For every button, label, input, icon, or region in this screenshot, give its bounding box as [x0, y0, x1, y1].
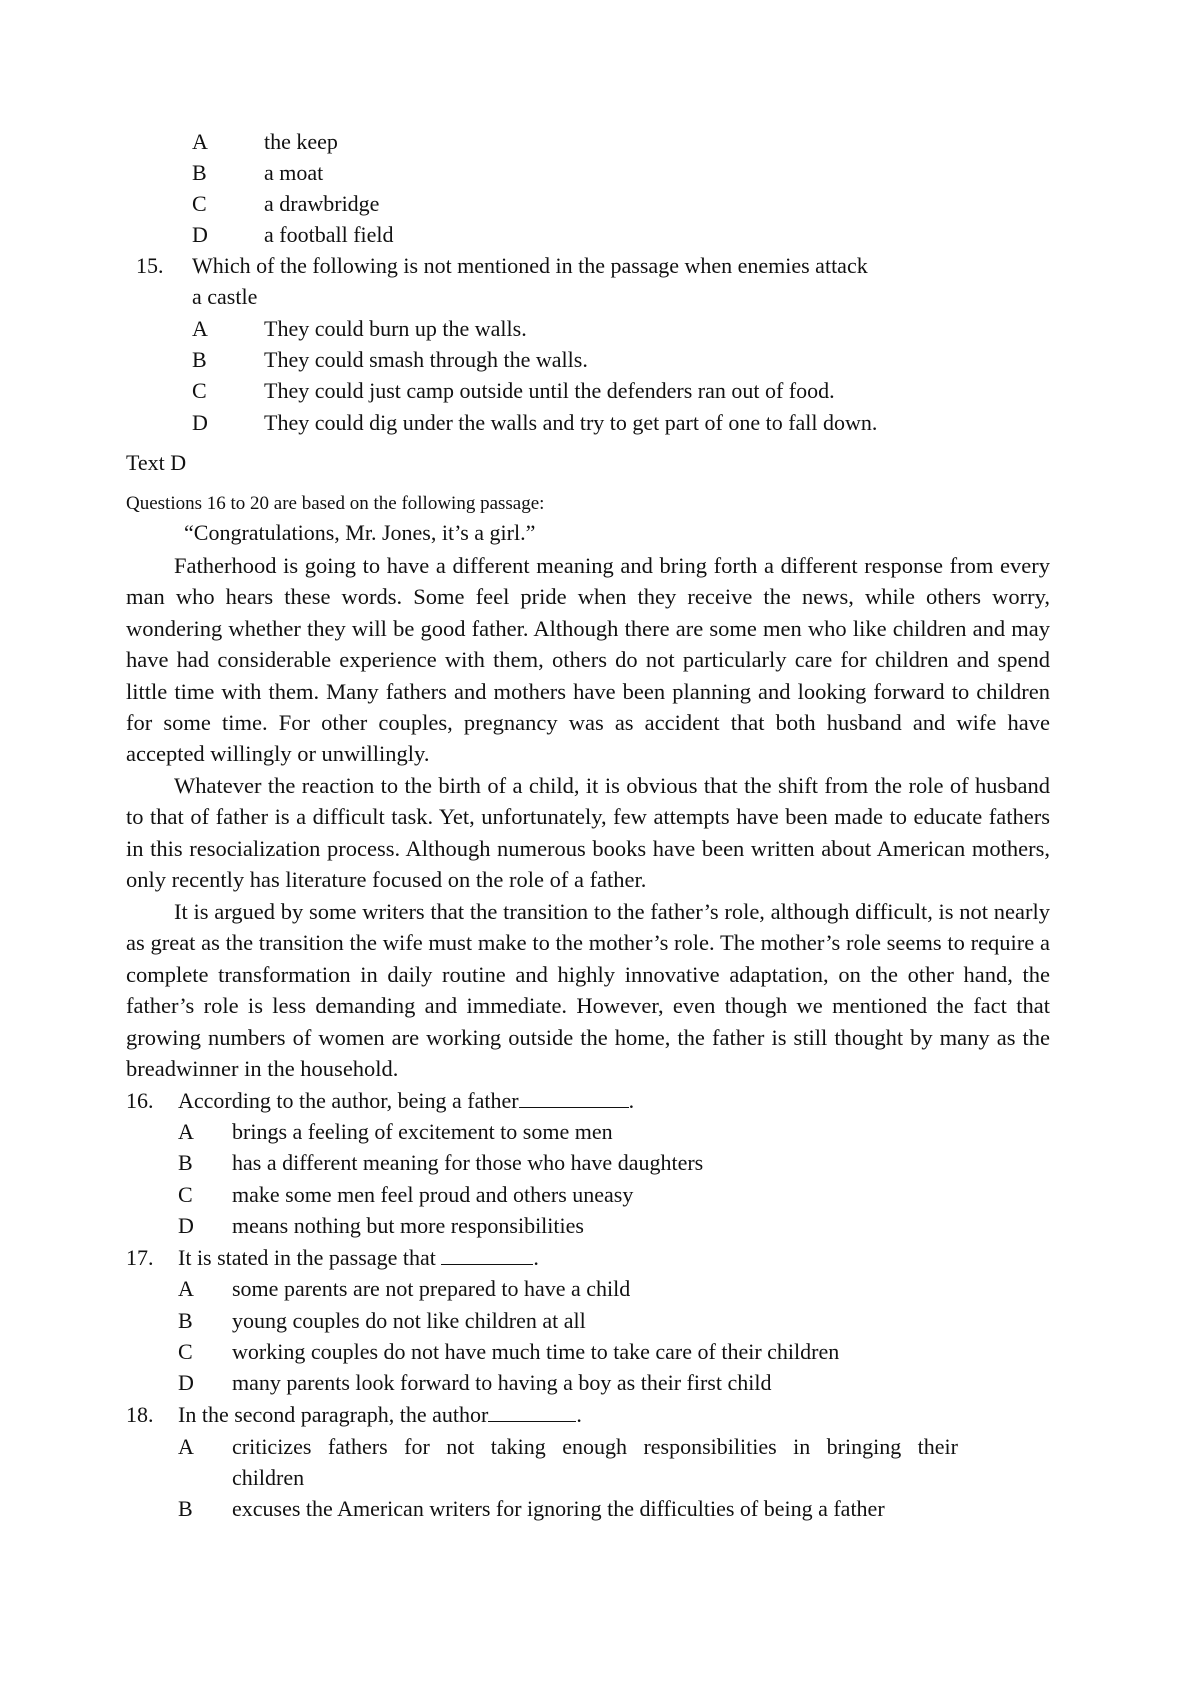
option-letter: A	[192, 316, 208, 341]
passage-quote: “Congratulations, Mr. Jones, it’s a girl.”	[184, 520, 536, 545]
question-stem-text: In the second paragraph, the author	[178, 1402, 489, 1427]
option-letter: B	[178, 1150, 193, 1175]
option-text: some parents are not prepared to have a child	[232, 1276, 631, 1301]
answer-blank	[519, 1089, 629, 1108]
option-letter: A	[178, 1119, 194, 1144]
question-number: 17.	[126, 1245, 154, 1270]
option-letter: B	[192, 347, 207, 372]
option-text: working couples do not have much time to take care of their children	[232, 1339, 840, 1364]
question-stem	[178, 1243, 539, 1273]
question-number: 15.	[136, 253, 164, 278]
answer-blank	[441, 1246, 533, 1265]
option-text: They could smash through the walls.	[264, 347, 588, 372]
question-stem	[178, 1400, 582, 1430]
option-text: make some men feel proud and others uneasy	[232, 1182, 634, 1207]
option-text: They could dig under the walls and try to get part of one to fall down.	[264, 410, 878, 435]
option-text: a football field	[264, 222, 394, 247]
option-text: They could burn up the walls.	[264, 316, 527, 341]
option-letter: C	[178, 1339, 193, 1364]
option-letter: A	[178, 1434, 194, 1459]
passage-paragraph: It is argued by some writers that the transition to the father’s role, although difficult, is not nearly as great as the transition the wife must make to the mother’s role. The mother’s role seems to require a complete transformation in daily routine and highly innovative adaptation, on the other hand, the father’s role is less demanding and immediate. However, even though we mentioned the fact that growing numbers of women are working outside the home, the father is still thought by many as the breadwinner in the household.	[126, 899, 1050, 1082]
option-text: means nothing but more responsibilities	[232, 1213, 584, 1238]
option-text: a moat	[264, 160, 324, 185]
option-letter: D	[192, 222, 208, 247]
option-text: many parents look forward to having a boy as their first child	[232, 1370, 772, 1395]
option-text: has a different meaning for those who have daughters	[232, 1150, 704, 1175]
option-letter: C	[192, 378, 207, 403]
question-stem: Which of the following is not mentioned in the passage when enemies attack	[192, 253, 868, 278]
option-letter: D	[178, 1370, 194, 1395]
option-text: brings a feeling of excitement to some men	[232, 1119, 613, 1144]
question-number: 16.	[126, 1088, 154, 1113]
question-number: 18.	[126, 1402, 154, 1427]
option-text: They could just camp outside until the defenders ran out of food.	[264, 378, 835, 403]
option-letter: B	[178, 1496, 193, 1521]
option-letter: C	[192, 191, 207, 216]
question-stem-tail: .	[576, 1402, 582, 1427]
question-stem-tail: .	[533, 1245, 539, 1270]
option-text: excuses the American writers for ignoring the difficulties of being a father	[232, 1496, 885, 1521]
question-stem	[178, 1086, 634, 1116]
option-letter: B	[178, 1308, 193, 1333]
option-text: the keep	[264, 129, 338, 154]
question-stem-continued: a castle	[192, 284, 258, 309]
question-stem-tail: .	[628, 1088, 635, 1113]
question-stem-text: According to the author, being a father	[178, 1088, 519, 1113]
passage-paragraph: Whatever the reaction to the birth of a child, it is obvious that the shift from the role of husband to that of father is a difficult task. Yet, unfortunately, few attempts have been made to educate fathers in this resocialization process. Although numerous books have been written about American mothers, only recently has literature focused on the role of a father.	[126, 773, 1050, 893]
option-text: young couples do not like children at all	[232, 1308, 586, 1333]
section-heading: Text D	[126, 450, 187, 475]
option-letter: B	[192, 160, 207, 185]
option-text-continued: children	[232, 1465, 305, 1490]
option-letter: C	[178, 1182, 193, 1207]
option-text: a drawbridge	[264, 191, 380, 216]
passage-intro: Questions 16 to 20 are based on the following passage:	[126, 493, 545, 514]
option-letter: A	[192, 129, 208, 154]
option-letter: A	[178, 1276, 194, 1301]
option-letter: D	[178, 1213, 194, 1238]
option-letter: D	[192, 410, 208, 435]
answer-blank	[488, 1403, 576, 1422]
question-stem-text: It is stated in the passage that	[178, 1245, 442, 1270]
passage-paragraph: Fatherhood is going to have a different meaning and bring forth a different response from every man who hears these words. Some feel pride when they receive the news, while others worry, wondering whether they will be good father. Although there are some men who like children and may have had considerable experience with them, others do not particularly care for children and spend little time with them. Many fathers and mothers have been planning and looking forward to children for some time. For other couples, pregnancy was as accident that both husband and wife have accepted willingly or unwillingly.	[126, 553, 1050, 767]
option-text: criticizes fathers for not taking enough responsibilities in bringing their	[232, 1434, 958, 1459]
